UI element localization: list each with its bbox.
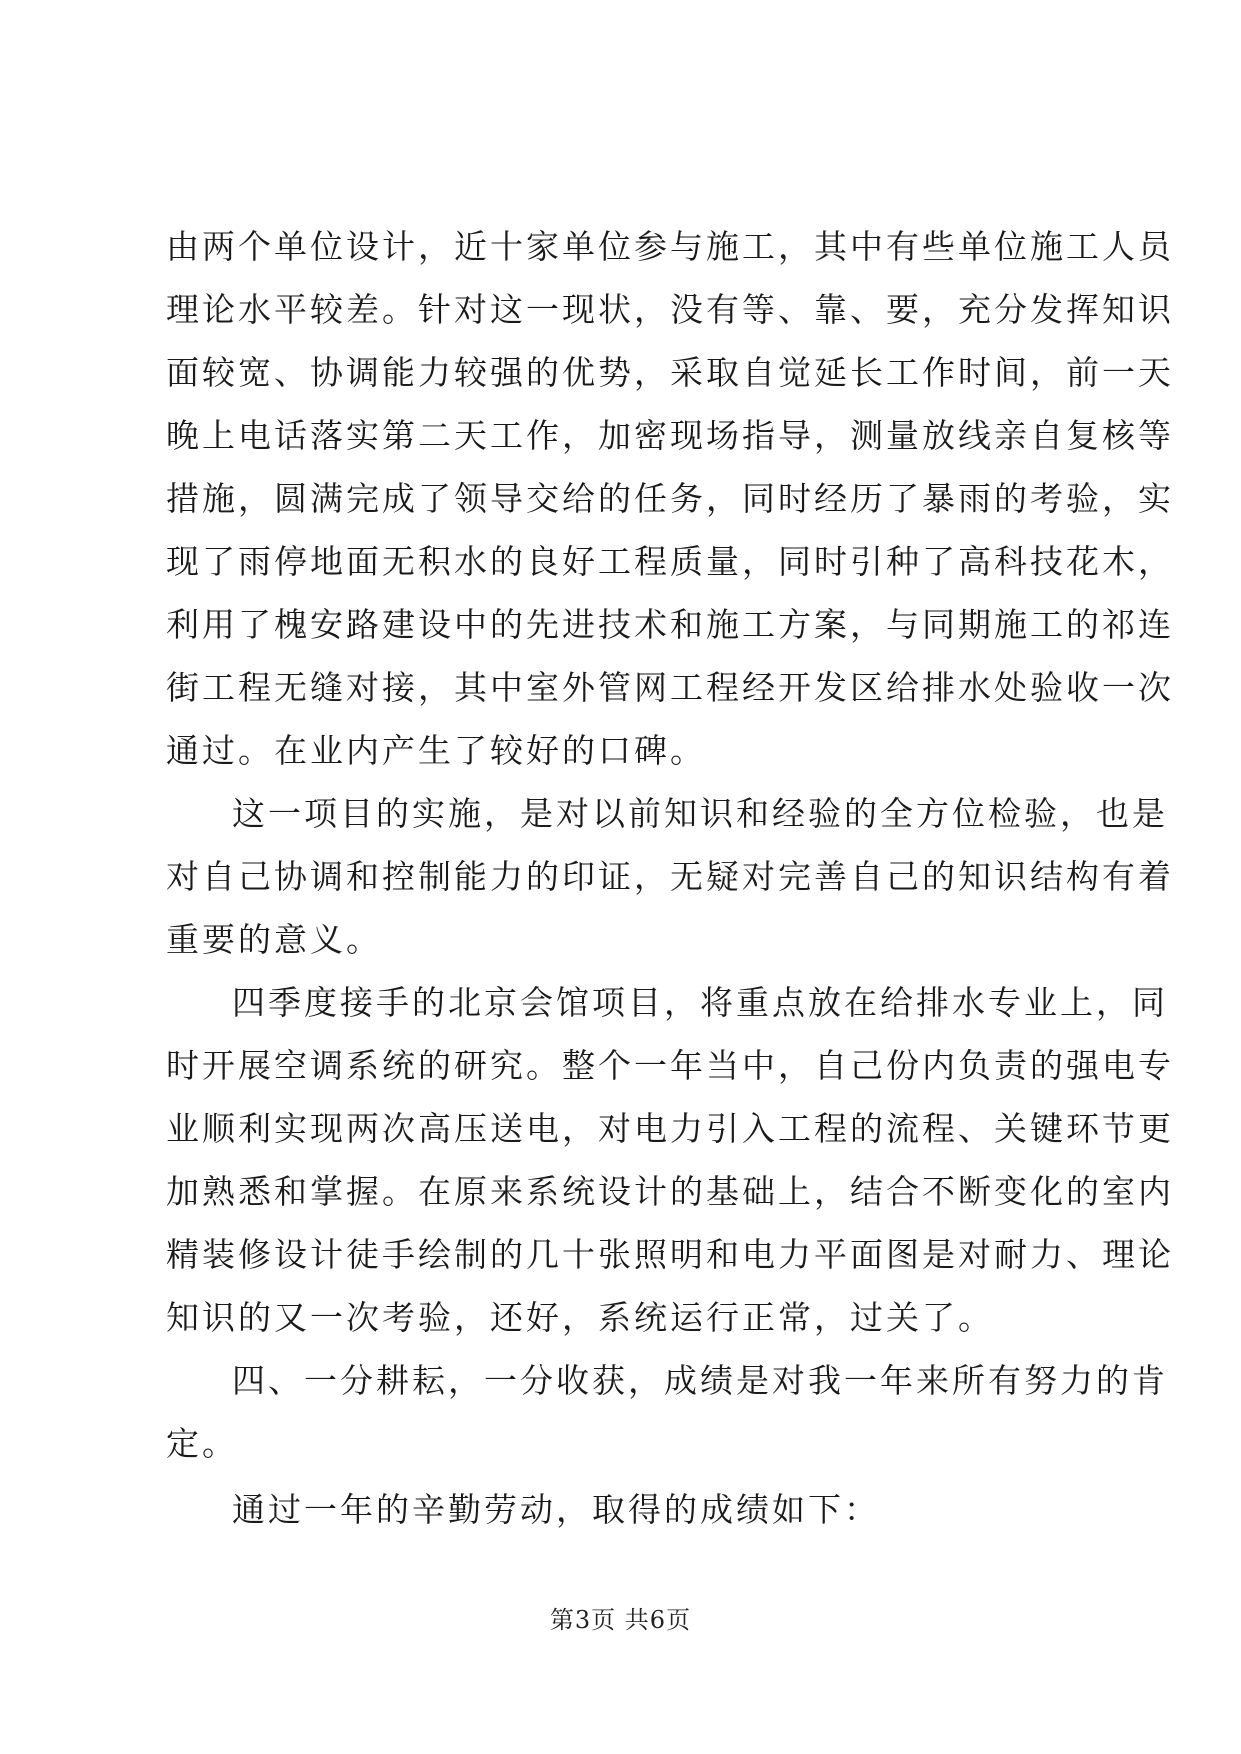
- body-line: 面较宽、协调能力较强的优势，采取自觉延长工作时间，前一天: [166, 353, 1174, 392]
- body-line: 精装修设计徒手绘制的几十张照明和电力平面图是对耐力、理论: [166, 1235, 1174, 1274]
- body-line: 晚上电话落实第二天工作，加密现场指导，测量放线亲自复核等: [166, 416, 1174, 455]
- paragraph-start-line: 这一项目的实施，是对以前知识和经验的全方位检验，也是: [232, 794, 1168, 833]
- body-line: 重要的意义。: [166, 920, 382, 959]
- body-line: 街工程无缝对接，其中室外管网工程经开发区给排水处验收一次: [166, 668, 1174, 707]
- paragraph-start-line: 四、一分耕耘，一分收获，成绩是对我一年来所有努力的肯: [232, 1361, 1168, 1400]
- body-line: 措施，圆满完成了领导交给的任务，同时经历了暴雨的考验，实: [166, 479, 1174, 518]
- body-line: 时开展空调系统的研究。整个一年当中，自己份内负责的强电专: [166, 1046, 1174, 1085]
- body-line: 对自己协调和控制能力的印证，无疑对完善自己的知识结构有着: [166, 857, 1174, 896]
- body-line: 由两个单位设计，近十家单位参与施工，其中有些单位施工人员: [166, 227, 1174, 266]
- body-line: 知识的又一次考验，还好，系统运行正常，过关了。: [166, 1298, 994, 1337]
- body-line: 现了雨停地面无积水的良好工程质量，同时引种了高科技花木，: [166, 542, 1174, 581]
- page-footer: 第3页 共6页: [549, 1606, 692, 1634]
- paragraph-start-line: 四季度接手的北京会馆项目，将重点放在给排水专业上，同: [232, 983, 1168, 1022]
- paragraph-start-line: 通过一年的辛勤劳动，取得的成绩如下：: [232, 1490, 880, 1529]
- body-line: 加熟悉和掌握。在原来系统设计的基础上，结合不断变化的室内: [166, 1172, 1174, 1211]
- body-line: 业顺利实现两次高压送电，对电力引入工程的流程、关键环节更: [166, 1109, 1174, 1148]
- body-line: 理论水平较差。针对这一现状，没有等、靠、要，充分发挥知识: [166, 290, 1174, 329]
- body-line: 通过。在业内产生了较好的口碑。: [166, 731, 706, 770]
- body-line: 利用了槐安路建设中的先进技术和施工方案，与同期施工的祁连: [166, 605, 1174, 644]
- body-line: 定。: [166, 1424, 238, 1463]
